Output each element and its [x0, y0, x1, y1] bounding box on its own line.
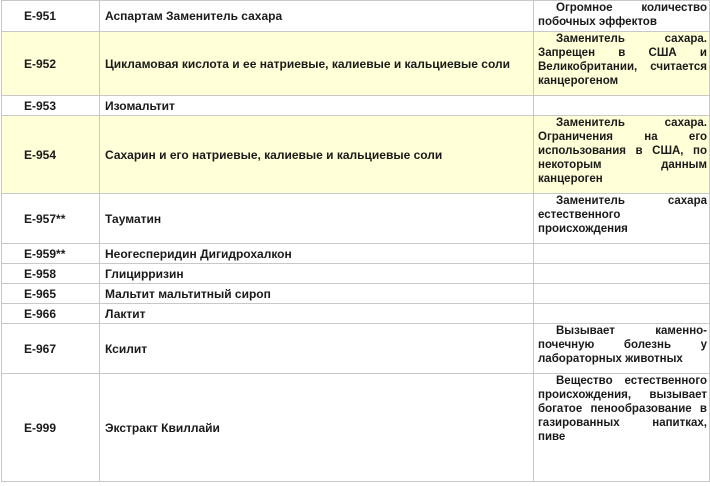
additive-code: E-953	[2, 96, 100, 116]
additive-name: Изомальтит	[100, 96, 534, 116]
table-row	[2, 96, 710, 116]
additive-code: E-954	[2, 116, 100, 194]
additive-code: E-966	[2, 304, 100, 324]
additive-note	[534, 96, 710, 116]
additive-name: Тауматин	[100, 194, 534, 244]
additive-note: Огромное количество побочных эффектов	[534, 1, 710, 32]
table-row	[2, 264, 710, 284]
additive-name: Лактит	[100, 304, 534, 324]
table-row	[2, 244, 710, 264]
additive-name: Неогесперидин Дигидрохалкон	[100, 244, 534, 264]
table-row	[2, 284, 710, 304]
table-row	[2, 324, 710, 374]
table-row	[2, 304, 710, 324]
table-row	[2, 116, 710, 194]
table-row	[2, 1, 710, 32]
additive-code: E-999	[2, 374, 100, 482]
additive-note: Заменитель сахара. Запрещен в США и Великобритании, считается канцерогеном	[534, 32, 710, 96]
additive-code: E-957**	[2, 194, 100, 244]
additive-name: Глицирризин	[100, 264, 534, 284]
additive-note	[534, 244, 710, 264]
additive-code: E-952	[2, 32, 100, 96]
additive-note: Заменитель сахара естественного происхождения	[534, 194, 710, 244]
table-row	[2, 32, 710, 96]
additive-note: Вещество естественного происхождения, вызывает богатое пенообразование в газированных напитках, пиве	[534, 374, 710, 482]
additive-code: E-951	[2, 1, 100, 32]
table-row	[2, 194, 710, 244]
additive-name: Сахарин и его натриевые, калиевые и кальциевые соли	[100, 116, 534, 194]
additive-name: Экстракт Квиллайи	[100, 374, 534, 482]
additive-name: Цикламовая кислота и ее натриевые, калиевые и кальциевые соли	[100, 32, 534, 96]
additive-code: E-965	[2, 284, 100, 304]
additives-table	[1, 0, 710, 482]
additive-note: Вызывает каменно-почечную болезнь у лабораторных животных	[534, 324, 710, 374]
additive-code: E-958	[2, 264, 100, 284]
additive-note: Заменитель сахара. Ограничения на его использования в США, по некоторым данным канцероген	[534, 116, 710, 194]
additive-name: Мальтит мальтитный сироп	[100, 284, 534, 304]
additive-note	[534, 264, 710, 284]
additive-name: Аспартам Заменитель сахара	[100, 1, 534, 32]
additive-code: E-967	[2, 324, 100, 374]
additive-name: Ксилит	[100, 324, 534, 374]
additive-note	[534, 304, 710, 324]
table-row	[2, 374, 710, 482]
additive-code: E-959**	[2, 244, 100, 264]
additive-note	[534, 284, 710, 304]
